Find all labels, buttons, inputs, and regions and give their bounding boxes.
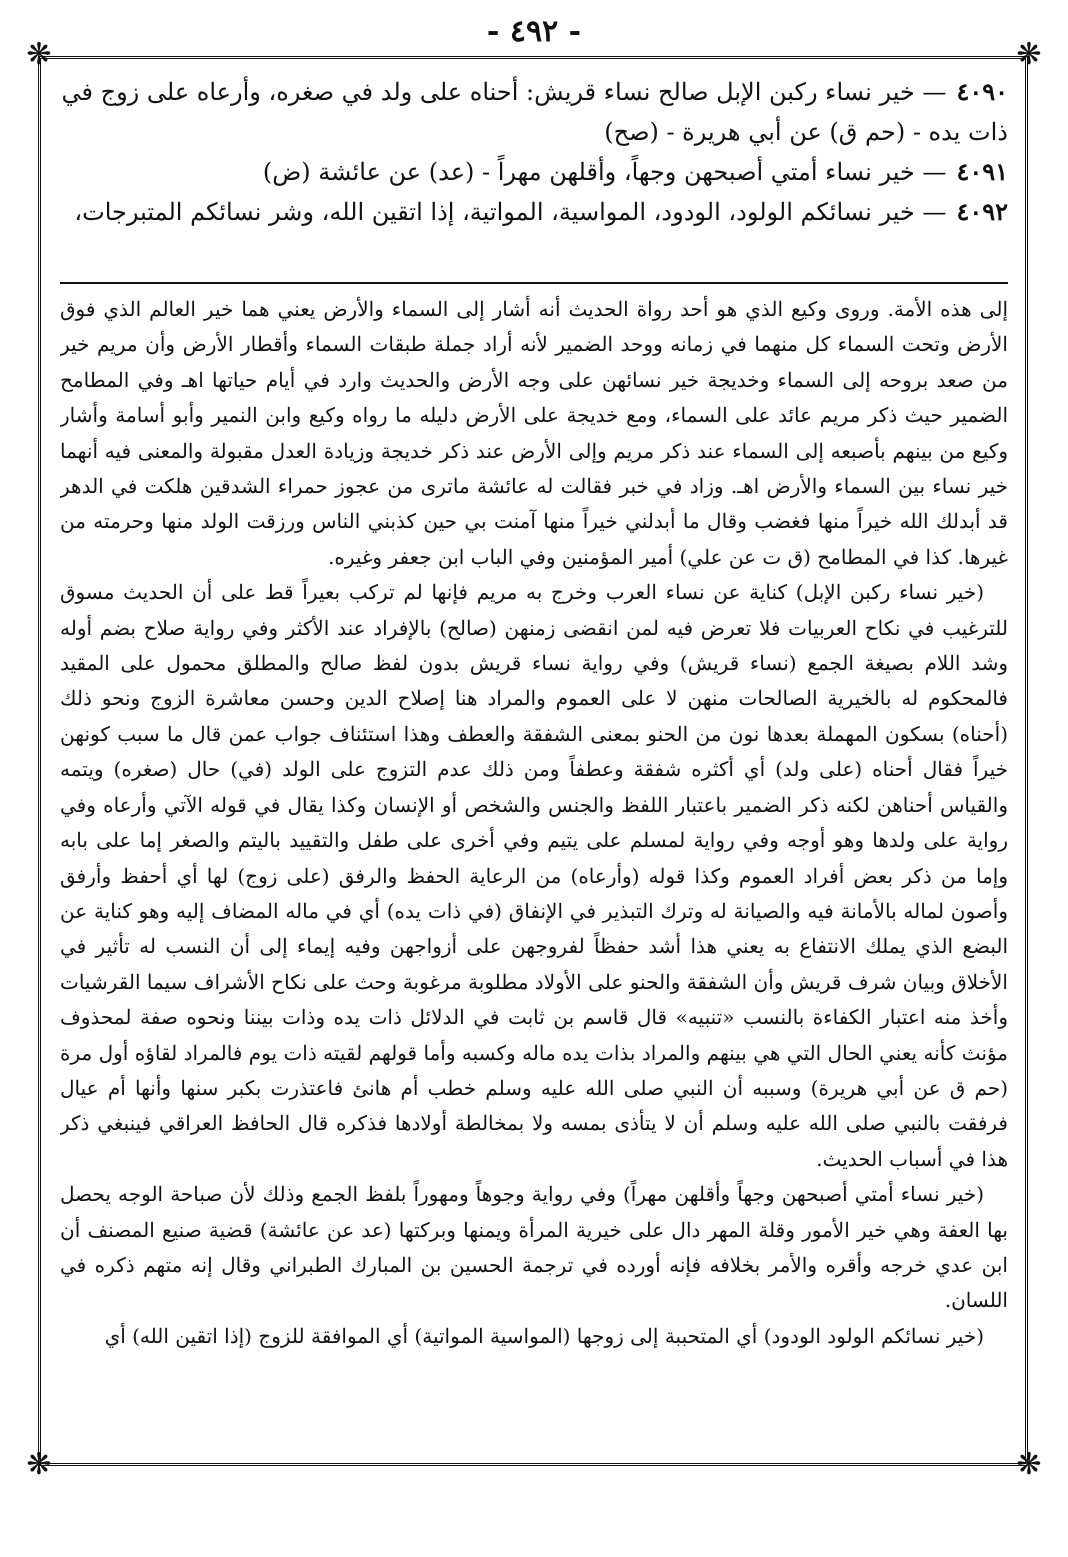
section-divider [60, 282, 1008, 284]
hadith-number: ٤٠٩٢ [956, 197, 1008, 226]
hadith-4091: ٤٠٩١— خير نساء أمتي أصبحهن وجهاً، وأقلهن مهراً - (عد) عن عائشة (ض) [262, 157, 1008, 186]
hadith-text: خير نسائكم الولود، الودود، المواسية، المواتية، إذا اتقين الله، وشر نسائكم المتبرجات، [74, 198, 915, 226]
page-number: - ٤٩٢ - [486, 14, 582, 49]
commentary-paragraph: (خير نساء ركبن الإبل) كناية عن نساء العرب وخرج به مريم فإنها لم تركب بعيراً قط على أن الحديث مسوق للترغيب في نكاح العربيات فلا تعرض فيه لمن انقضى زمنهن (صالح) بالإفراد عند الأكثر وفي رواية صلاح بضم أوله وشد اللام بصيغة الجمع (نساء قريش) وفي رواية نساء قريش بدون لفظ صالح والمطلق محمول على المقيد فالمحكوم له بالخيرية الصالحات منهن لا على العموم والمراد هنا إصلاح الدين وحسن معاشرة الزوج ونحو ذلك (أحناه) بسكون المهملة بعدها نون من الحنو بمعنى الشفقة والعطف وهذا استئناف جواب عمن قال ما سبب كونهن خيراً فقال أحناه (على ولد) أي أكثره شفقة وعطفاً ومن ذلك عدم التزوج على الولد (في) حال (صغره) ويتمه والقياس أحناهن لكنه ذكر الضمير باعتبار اللفظ والجنس والشخص أو الإنسان وكذا يقال في قوله الآتي وأرعاه وفي رواية على ولدها وهو أوجه وفي رواية لمسلم على يتيم وفي أخرى على طفل والتقييد باليتم والصغر إما على بابه وإما من ذكر بعض أفراد العموم وكذا قوله (وأرعاه) من الرعاية الحفظ والرفق (على زوج) لها أي أحفظ وأرفق وأصون لماله بالأمانة فيه والصيانة له وترك التبذير في الإنفاق (في ذات يده) أي في ماله المضاف إليه وهو كناية عن البضع الذي يملك الانتفاع به يعني هذا أشد حفظاً لفروجهن على أزواجهن وفيه إيماء إلى أن النسب له تأثير في الأخلاق وبيان شرف قريش وأن الشفقة والحنو على الأولاد مطلوبة مرغوبة وحث على نكاح الأشراف سيما القرشيات وأخذ منه اعتبار الكفاءة بالنسب «تنبيه» قال قاسم بن ثابت في الدلائل ذات يده وذات بيننا ونحوه صفة لمحذوف مؤنث كأنه يعني الحال التي هي بينهم والمراد بذات يده ماله وكسبه وأما قولهم لقيته ذات يوم فالمراد لقاؤه أول مرة (حم ق عن أبي هريرة) وسببه أن النبي صلى الله عليه وسلم خطب أم هانئ فاعتذرت بكبر سنها وأنها أم عيال فرفقت بالنبي صلى الله عليه وسلم أن لا يتأذى بمسه ولا بمخالطة أولادها فذكره قال الحافظ العراقي فينبغي ذكر هذا في أسباب الحديث. [60, 580, 1008, 1171]
corner-ornament-icon: ❋ [1016, 37, 1042, 72]
corner-ornament-icon: ❋ [1016, 1447, 1042, 1482]
commentary-paragraph: (خير نساء أمتي أصبحهن وجهاً وأقلهن مهراً) وفي رواية وجوهاً ومهوراً بلفظ الجمع وذلك لأن صباحة الوجه يحصل بها العفة وهي خير الأمور وقلة المهر دال على خيرية المرأة ويمنها وبركتها (عد عن عائشة) قضية صنيع المصنف أن ابن عدي خرجه وأقره والأمر بخلافه فإنه أورده في ترجمة الحسين بن المبارك الطبراني وقال إنه متهم ذكره في اللسان. [60, 1182, 1008, 1313]
hadith-4092: ٤٠٩٢— خير نسائكم الولود، الودود، المواسية، المواتية، إذا اتقين الله، وشر نسائكم المتبرجات، [74, 197, 1008, 226]
hadith-4090-line-1: ٤٠٩٠— خير نساء ركبن الإبل صالح نساء قريش: أحناه على ولد في صغره، وأرعاه على زوج في [61, 77, 1008, 106]
corner-ornament-icon: ❋ [26, 37, 52, 72]
hadith-number: ٤٠٩١ [956, 157, 1008, 186]
hadith-text: خير نساء أمتي أصبحهن وجهاً، وأقلهن مهراً - (عد) عن عائشة (ض) [262, 158, 915, 186]
hadith-text-block [60, 72, 1008, 272]
commentary-paragraph: إلى هذه الأمة. وروى وكيع الذي هو أحد رواة الحديث أنه أشار إلى السماء والأرض يعني هما خير العالم الذي فوق الأرض وتحت السماء كل منهما في زمانه ووحد الضمير لأنه أراد جملة طبقات السماء وأقطار الأرض وأن مريم خير من صعد بروحه إلى السماء وخديجة خير نسائهن على وجه الأرض والحديث وارد في أيام حياتها اهـ وفي المطامح الضمير حيث ذكر مريم عائد على السماء، ومع خديجة على الأرض دليله ما رواه وكيع وابن النمير وأبو أسامة وأشار وكيع من بينهم بأصبعه إلى السماء عند ذكر مريم وإلى الأرض عند ذكر خديجة وزيادة العدل مقبولة والمعنى فيه أنهما خير نساء بين السماء والأرض اهـ. وزاد في خبر فقالت له عائشة ماترى من عجوز حمراء الشدقين هلكت في الدهر قد أبدلك الله خيراً منها فغضب وقال ما أبدلني خيراً منها آمنت بي حين كذبني الناس ورزقت الولد منها وحرمته من غيرها. كذا في المطامح (ق ت عن علي) أمير المؤمنين وفي الباب ابن جعفر وغيره. [60, 297, 1008, 569]
hadith-4090-line-2: ذات يده - (حم ق) عن أبي هريرة - (صح) [604, 118, 1008, 146]
corner-ornament-icon: ❋ [26, 1447, 52, 1482]
hadith-number: ٤٠٩٠ [956, 77, 1008, 106]
commentary-block [60, 292, 1008, 1452]
commentary-paragraph: (خير نسائكم الولود الودود) أي المتحببة إلى زوجها (المواسية المواتية) أي الموافقة للزوج (إذا اتقين الله) أي [104, 1323, 984, 1348]
hadith-text: خير نساء ركبن الإبل صالح نساء قريش: أحناه على ولد في صغره، وأرعاه على زوج في [61, 78, 915, 106]
